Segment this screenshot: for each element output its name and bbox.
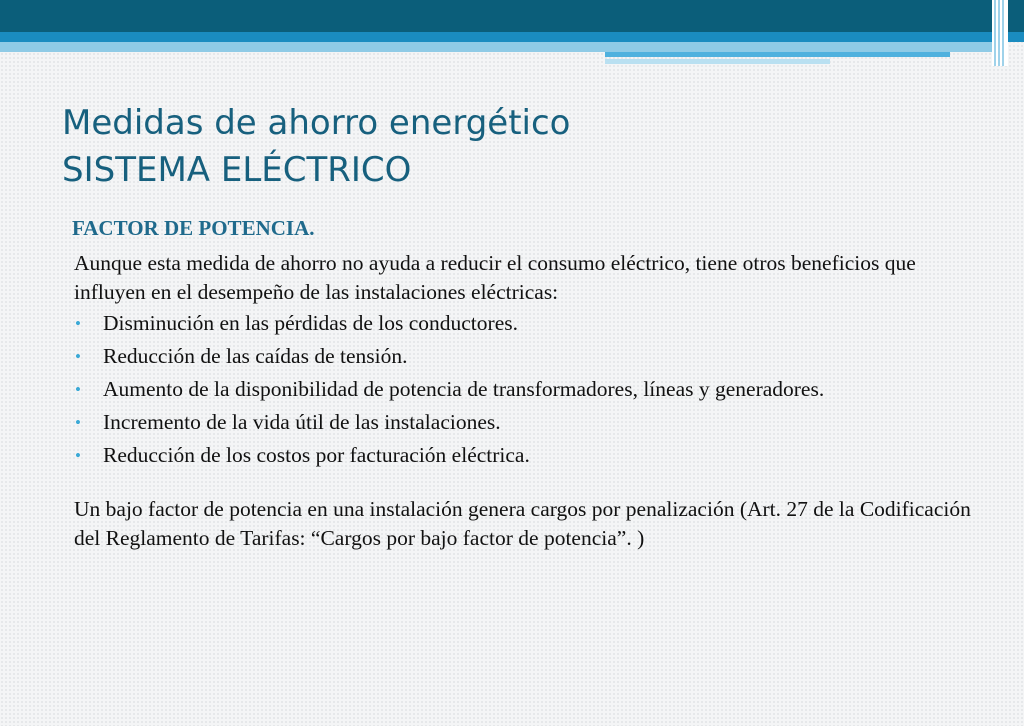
header-corner-edge	[1004, 0, 1008, 66]
slide-title-line-1: Medidas de ahorro energético	[62, 103, 571, 143]
header-accent-line	[605, 52, 950, 57]
list-item-text: Aumento de la disponibilidad de potencia de transformadores, líneas y generadores.	[103, 377, 825, 401]
header-band-dark	[0, 0, 1024, 32]
bullet-icon: •	[75, 347, 81, 366]
list-item	[74, 309, 974, 338]
header-band-light	[0, 42, 1006, 52]
closing-paragraph: Un bajo factor de potencia en una instalación genera cargos por penalización (Art. 27 de la Codificación del Reglamento de Tarifas: “Cargos por bajo factor de potencia”. )	[74, 497, 971, 550]
list-item	[74, 408, 974, 437]
list-item-text: Reducción de los costos por facturación eléctrica.	[103, 443, 530, 467]
header-corner-stripes	[992, 0, 1004, 66]
header-accent-line-thin	[605, 59, 830, 64]
list-item-text: Reducción de las caídas de tensión.	[103, 344, 408, 368]
slide-title-line-2: SISTEMA ELÉCTRICO	[62, 150, 412, 190]
benefits-list	[74, 309, 974, 470]
section-subtitle: FACTOR DE POTENCIA.	[72, 216, 315, 240]
slide-title	[62, 100, 570, 194]
list-item-text: Disminución en las pérdidas de los conductores.	[103, 311, 518, 335]
bullet-icon: •	[75, 380, 81, 399]
slide-body	[74, 249, 974, 553]
list-item	[74, 375, 974, 404]
header-band-mid	[0, 32, 1024, 42]
list-item	[74, 342, 974, 371]
intro-paragraph: Aunque esta medida de ahorro no ayuda a reducir el consumo eléctrico, tiene otros beneficios que influyen en el desempeño de las instalaciones eléctricas:	[74, 251, 916, 304]
list-item	[74, 441, 974, 470]
bullet-icon: •	[75, 413, 81, 432]
bullet-icon: •	[75, 446, 81, 465]
list-item-text: Incremento de la vida útil de las instalaciones.	[103, 410, 501, 434]
bullet-icon: •	[75, 314, 81, 333]
